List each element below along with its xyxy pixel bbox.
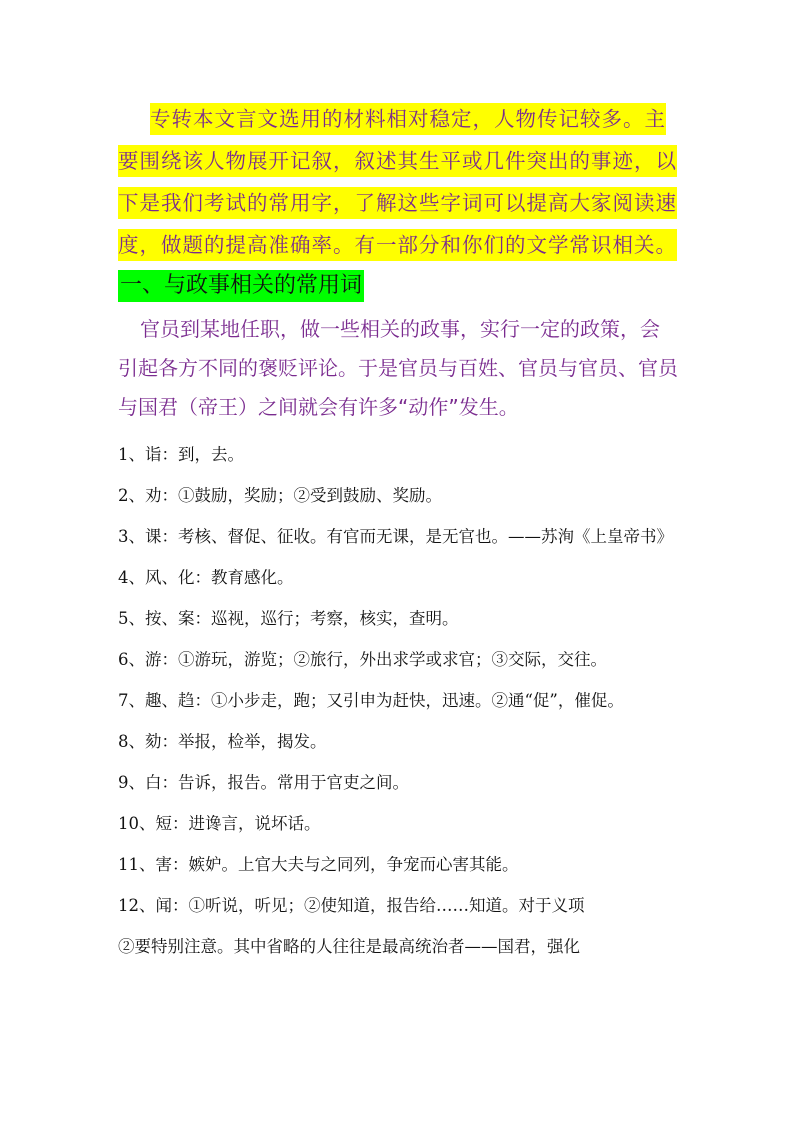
vocab-entry-10: 10、短：进谗言，说坏话。 [118,814,321,833]
section-heading: 一、与政事相关的常用词 [118,270,364,302]
vocabulary-list [118,434,684,967]
intro-highlighted-text: 专转本文言文选用的材料相对稳定，人物传记较多。主要围绕该人物展开记叙，叙述其生平或几件突出的事迹，以下是我们考试的常用字，了解这些字词可以提高大家阅读速度，做题的提高准确率。有一部分和你们的文学常识相关。 [118,103,677,261]
vocab-entry-1: 1、诣：到，去。 [118,445,244,464]
vocab-entry-3: 3、课：考核、督促、征收。有官而无课，是无官也。——苏洵《上皇帝书》 [118,527,673,546]
vocab-entry-11: 11、害：嫉妒。上官大夫与之同列，争宠而心害其能。 [118,855,519,874]
vocab-entry-7: 7、趣、趋：①小步走，跑；又引申为赶快，迅速。②通“促”，催促。 [118,691,624,710]
vocab-entry-8: 8、劾：举报，检举，揭发。 [118,732,327,751]
intro-paragraph [118,98,678,266]
vocab-entry-4: 4、风、化：教育感化。 [118,568,294,587]
vocab-entry-5: 5、按、案：巡视，巡行；考察，核实，查明。 [118,609,459,628]
vocab-entry-12: 12、闻：①听说，听见；②使知道，报告给……知道。对于义项 [118,896,585,915]
section-paragraph [118,310,678,427]
vocab-entry-2: 2、劝：①鼓励，奖励；②受到鼓励、奖励。 [118,486,442,505]
vocab-entry-9: 9、白：告诉，报告。常用于官吏之间。 [118,773,409,792]
vocab-entry-12-continued: ②要特别注意。其中省略的人往往是最高统治者——国君，强化 [118,937,580,956]
vocab-entry-6: 6、游：①游玩，游览；②旅行，外出求学或求官；③交际，交往。 [118,650,607,669]
section-paragraph-text: 官员到某地任职，做一些相关的政事，实行一定的政策，会引起各方不同的褒贬评论。于是官员与百姓、官员与官员、官员与国君（帝王）之间就会有许多“动作”发生。 [118,317,678,419]
